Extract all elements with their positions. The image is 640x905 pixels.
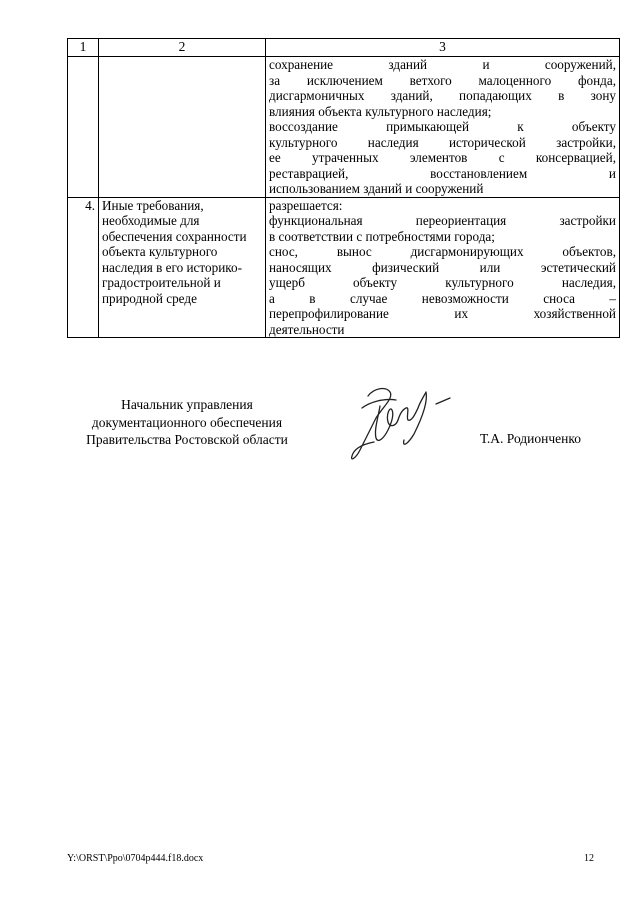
table-row-continuation [68, 57, 620, 198]
row4-name-line: наследия в его историко- [102, 259, 242, 275]
signer-position-line: Начальник управления [121, 397, 253, 412]
cont-line: использованием зданий и сооружений [269, 181, 484, 196]
row4-name-line: объекта культурного [102, 244, 218, 259]
cont-line: сохранение зданий и сооружений, [269, 57, 616, 72]
row4-text-line: разрешается: [269, 197, 343, 213]
header-col-3: 3 [266, 39, 620, 57]
row4-text-line: ущерб объекту культурного наследия, [269, 275, 616, 290]
table-header-row [68, 39, 620, 57]
row4-text-line: а в случае невозможности сноса – [269, 290, 616, 306]
signer-position [62, 396, 312, 449]
cont-line: реставрацией, восстановлением и [269, 165, 616, 181]
row4-requirement-name [99, 197, 266, 338]
cont-line: дисгармоничных зданий, попадающих в зону [269, 88, 616, 103]
row4-text-line: наносящих физический или эстетический [269, 259, 616, 275]
cont-line: за исключением ветхого малоценного фонда, [269, 72, 616, 88]
row4-text-line: деятельности [269, 321, 345, 337]
signer-position-line: Правительства Ростовской области [86, 432, 288, 447]
cont-col-2 [99, 57, 266, 198]
footer-file-path: Y:\ORST\Ppo\0704p444.f18.docx [67, 853, 204, 864]
row4-name-line: Иные требования, [102, 197, 204, 213]
table-row-4 [68, 197, 620, 338]
cont-line: воссоздание примыкающей к объекту [269, 119, 616, 134]
header-col-2: 2 [99, 39, 266, 57]
row4-requirement-text [266, 197, 620, 338]
cont-col-3 [266, 57, 620, 198]
signer-name: Т.А. Родионченко [480, 431, 581, 446]
cont-col-1 [68, 57, 99, 198]
header-col-1: 1 [68, 39, 99, 57]
cont-line: культурного наследия исторической застройки, [269, 134, 616, 150]
row4-text-line: снос, вынос дисгармонирующих объектов, [269, 244, 616, 259]
cont-line: ее утраченных элементов с консервацией, [269, 150, 616, 165]
row4-number: 4. [68, 197, 99, 338]
row4-text-line: в соответствии с потребностями города; [269, 228, 495, 244]
requirements-table [67, 38, 620, 338]
row4-name-line: обеспечения сохранности [102, 228, 247, 244]
row4-name-line: градостроительной и [102, 275, 221, 290]
handwritten-signature [340, 378, 460, 470]
cont-line: влияния объекта культурного наследия; [269, 103, 492, 119]
footer-page-number: 12 [584, 853, 594, 864]
row4-name-line: природной среде [102, 290, 197, 306]
row4-text-line: перепрофилирование их хозяйственной [269, 306, 616, 321]
row4-name-line: необходимые для [102, 213, 200, 228]
row4-text-line: функциональная переориентация застройки [269, 213, 616, 228]
signer-position-line: документационного обеспечения [91, 414, 283, 430]
